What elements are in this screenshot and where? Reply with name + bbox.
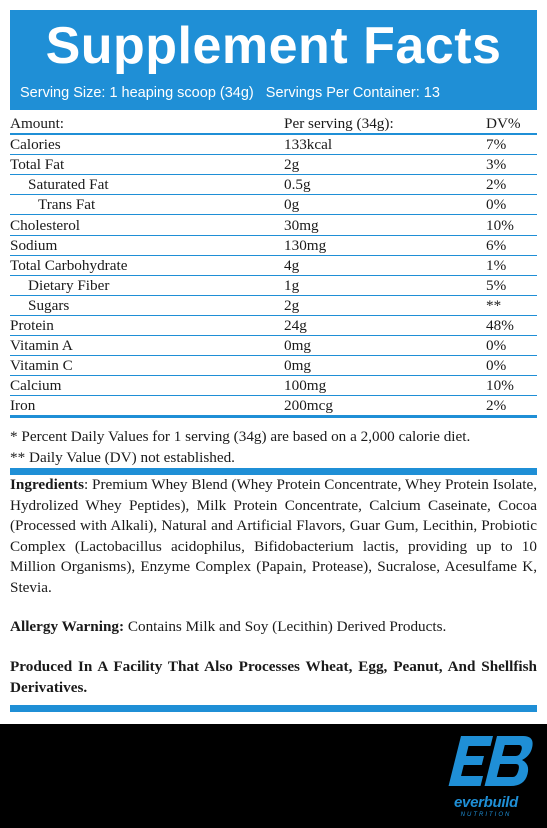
table-header-row bbox=[10, 114, 537, 134]
nutrient-dv: 10% bbox=[484, 215, 537, 235]
nutrient-amount: 2g bbox=[284, 155, 484, 175]
nutrient-amount: 0.5g bbox=[284, 175, 484, 195]
table-row bbox=[10, 356, 537, 376]
section-divider bbox=[10, 705, 537, 712]
nutrient-amount: 4g bbox=[284, 255, 484, 275]
nutrient-name: Protein bbox=[10, 315, 284, 335]
serving-info bbox=[20, 83, 535, 103]
footnote-daily-values: * Percent Daily Values for 1 serving (34g) are based on a 2,000 calorie diet. bbox=[10, 428, 471, 445]
nutrient-name: Iron bbox=[10, 396, 284, 417]
nutrient-name: Calcium bbox=[10, 376, 284, 396]
facility-notice: Produced In A Facility That Also Processes Wheat, Egg, Peanut, And Shellfish Derivatives. bbox=[10, 658, 537, 696]
brand-name: everbuild bbox=[454, 794, 518, 811]
nutrient-dv: 2% bbox=[484, 175, 537, 195]
serving-size: Serving Size: 1 heaping scoop (34g) bbox=[20, 85, 254, 101]
table-row bbox=[10, 275, 537, 295]
nutrient-dv: 0% bbox=[484, 336, 537, 356]
nutrient-amount: 1g bbox=[284, 275, 484, 295]
supplement-facts-header bbox=[10, 10, 537, 110]
nutrient-dv: 1% bbox=[484, 255, 537, 275]
nutrient-name: Cholesterol bbox=[10, 215, 284, 235]
table-row bbox=[10, 235, 537, 255]
allergy-label: Allergy Warning: bbox=[10, 618, 125, 635]
table-row bbox=[10, 175, 537, 195]
nutrient-amount: 0mg bbox=[284, 336, 484, 356]
nutrient-name: Vitamin A bbox=[10, 336, 284, 356]
ingredients-label: Ingredients bbox=[10, 476, 84, 493]
nutrient-dv: ** bbox=[484, 295, 537, 315]
nutrient-dv: 7% bbox=[484, 134, 537, 155]
allergy-text: Contains Milk and Soy (Lecithin) Derived Products. bbox=[124, 618, 447, 635]
allergy-warning bbox=[10, 617, 537, 638]
section-divider bbox=[10, 468, 537, 475]
nutrient-dv: 6% bbox=[484, 235, 537, 255]
nutrient-dv: 10% bbox=[484, 376, 537, 396]
footnotes bbox=[10, 427, 537, 468]
nutrient-name: Saturated Fat bbox=[10, 175, 284, 195]
nutrient-dv: 2% bbox=[484, 396, 537, 417]
nutrient-amount: 0mg bbox=[284, 356, 484, 376]
nutrient-name: Sodium bbox=[10, 235, 284, 255]
table-row bbox=[10, 134, 537, 155]
nutrient-amount: 2g bbox=[284, 295, 484, 315]
table-row bbox=[10, 255, 537, 275]
nutrient-name: Trans Fat bbox=[10, 195, 284, 215]
nutrient-name: Calories bbox=[10, 134, 284, 155]
table-row bbox=[10, 315, 537, 335]
nutrient-amount: 200mcg bbox=[284, 396, 484, 417]
nutrient-dv: 5% bbox=[484, 275, 537, 295]
nutrient-amount: 24g bbox=[284, 315, 484, 335]
brand-tagline: NUTRITION bbox=[460, 812, 512, 818]
table-row bbox=[10, 376, 537, 396]
nutrient-name: Vitamin C bbox=[10, 356, 284, 376]
nutrient-name: Total Carbohydrate bbox=[10, 255, 284, 275]
table-row bbox=[10, 155, 537, 175]
nutrient-name: Total Fat bbox=[10, 155, 284, 175]
nutrition-table bbox=[10, 114, 537, 418]
column-header-dv: DV% bbox=[484, 114, 537, 134]
table-row bbox=[10, 336, 537, 356]
nutrient-amount: 100mg bbox=[284, 376, 484, 396]
nutrient-dv: 48% bbox=[484, 315, 537, 335]
nutrient-name: Sugars bbox=[10, 295, 284, 315]
table-row bbox=[10, 396, 537, 417]
nutrient-name: Dietary Fiber bbox=[10, 275, 284, 295]
ingredients-text: : Premium Whey Blend (Whey Protein Concentrate, Whey Protein Isolate, Hydrolized Whey Peptides), Milk Protein Concentrate, Calcium Caseinate, Cocoa (Processed with Alkali), Natural and Artificial Flavors, Guar Gum, Lecithin, Probiotic Complex (Lactobacillus acidophilus, Bifidobacterium lactis, providing up to 10 Million Organisms), Enzyme Complex (Papain, Protease), Sucralose, Acesulfame K, Stevia. bbox=[10, 476, 537, 596]
footnote-not-established: ** Daily Value (DV) not established. bbox=[10, 448, 235, 466]
table-row bbox=[10, 295, 537, 315]
nutrient-amount: 0g bbox=[284, 195, 484, 215]
nutrient-dv: 0% bbox=[484, 356, 537, 376]
column-header-amount: Amount: bbox=[10, 114, 284, 134]
nutrient-dv: 0% bbox=[484, 195, 537, 215]
servings-per-container: Servings Per Container: 13 bbox=[265, 85, 440, 101]
column-header-per-serving: Per serving (34g): bbox=[284, 114, 484, 134]
nutrient-amount: 30mg bbox=[284, 215, 484, 235]
table-row bbox=[10, 215, 537, 235]
nutrient-amount: 130mg bbox=[284, 235, 484, 255]
nutrient-dv: 3% bbox=[484, 155, 537, 175]
ingredients-section bbox=[10, 475, 537, 598]
page-title: Supplement Facts bbox=[45, 17, 502, 75]
table-row bbox=[10, 195, 537, 215]
nutrient-amount: 133kcal bbox=[284, 134, 484, 155]
